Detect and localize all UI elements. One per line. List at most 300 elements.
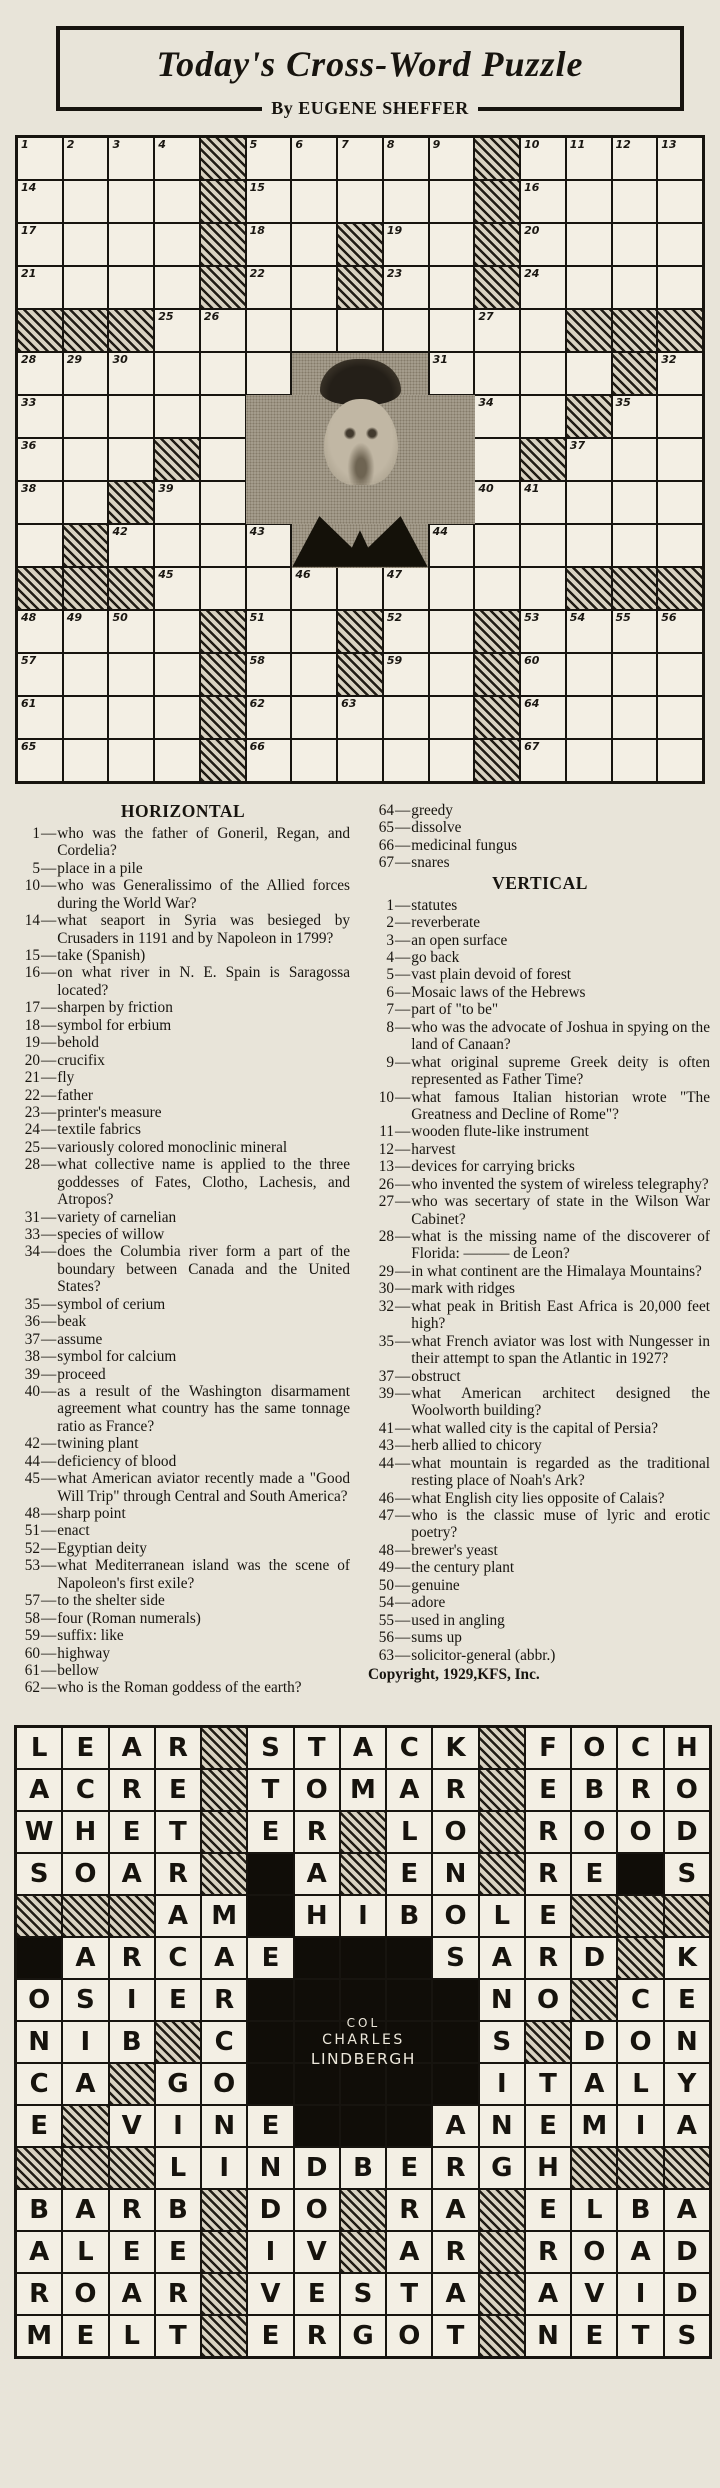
puzzle-cell[interactable]: [155, 482, 199, 523]
cell-number: 64: [524, 697, 540, 710]
puzzle-cell[interactable]: [521, 697, 565, 738]
puzzle-cell[interactable]: [658, 611, 702, 652]
black-square: [201, 740, 245, 781]
solution-cell: [63, 1728, 107, 1768]
puzzle-cell[interactable]: [384, 224, 428, 265]
clue-item: [14, 947, 352, 964]
puzzle-cell[interactable]: [658, 525, 702, 566]
clue-number: 34: [24, 1243, 40, 1261]
puzzle-cell[interactable]: [201, 310, 245, 351]
puzzle-cell[interactable]: [658, 224, 702, 265]
puzzle-cell[interactable]: [109, 181, 153, 222]
puzzle-cell[interactable]: [567, 439, 611, 480]
puzzle-cell[interactable]: [384, 654, 428, 695]
puzzle-cell[interactable]: [201, 439, 245, 480]
puzzle-cell[interactable]: [155, 267, 199, 308]
puzzle-cell[interactable]: [567, 224, 611, 265]
solution-letter: L: [169, 2152, 187, 2183]
puzzle-cell[interactable]: [292, 654, 336, 695]
clue-dash: —: [41, 1156, 57, 1174]
puzzle-cell[interactable]: [475, 353, 519, 394]
solution-cell: [17, 2274, 61, 2314]
clue-item: [14, 1348, 352, 1365]
puzzle-cell[interactable]: [18, 396, 62, 437]
black-square: [201, 654, 245, 695]
puzzle-cell[interactable]: [64, 439, 108, 480]
solution-letter: B: [168, 2194, 188, 2225]
puzzle-cell[interactable]: [658, 267, 702, 308]
puzzle-cell[interactable]: [475, 310, 519, 351]
clue-item: [14, 1331, 352, 1348]
solution-letter: O: [583, 1816, 606, 1847]
puzzle-cell[interactable]: [658, 697, 702, 738]
puzzle-cell[interactable]: [613, 267, 657, 308]
puzzle-cell[interactable]: [64, 396, 108, 437]
solution-letter: A: [75, 2068, 96, 2099]
black-square: [480, 2316, 524, 2356]
clues-section: [0, 784, 720, 1707]
solution-letter: D: [676, 1816, 698, 1847]
cell-number: 46: [295, 568, 311, 581]
puzzle-cell[interactable]: [475, 568, 519, 609]
puzzle-cell[interactable]: [201, 353, 245, 394]
puzzle-cell[interactable]: [18, 482, 62, 523]
clue-text: highway: [57, 1644, 110, 1662]
puzzle-cell[interactable]: [64, 654, 108, 695]
clue-number: 14: [24, 912, 40, 930]
puzzle-cell[interactable]: [384, 310, 428, 351]
puzzle-cell[interactable]: [155, 181, 199, 222]
puzzle-cell[interactable]: [18, 525, 62, 566]
solution-cell: [202, 2064, 246, 2104]
puzzle-cell[interactable]: [567, 267, 611, 308]
puzzle-cell[interactable]: [430, 525, 474, 566]
solution-cell: [526, 1812, 570, 1852]
solution-letter: I: [219, 2152, 230, 2183]
puzzle-cell[interactable]: [292, 181, 336, 222]
solution-letter: O: [213, 2068, 236, 2099]
puzzle-cell[interactable]: [292, 740, 336, 781]
puzzle-cell[interactable]: [475, 439, 519, 480]
puzzle-cell[interactable]: [109, 611, 153, 652]
puzzle-cell[interactable]: [521, 611, 565, 652]
solution-cell: [665, 2190, 709, 2230]
puzzle-cell[interactable]: [384, 568, 428, 609]
puzzle-cell[interactable]: [247, 353, 291, 394]
clue-text: what walled city is the capital of Persia?: [411, 1419, 659, 1437]
puzzle-cell[interactable]: [338, 740, 382, 781]
clue-item: [368, 1594, 712, 1611]
puzzle-cell[interactable]: [64, 267, 108, 308]
puzzle-cell[interactable]: [338, 138, 382, 179]
puzzle-cell[interactable]: [109, 525, 153, 566]
solution-letter: A: [75, 2194, 96, 2225]
solution-letter: O: [537, 1984, 560, 2015]
clue-text: what American aviator recently made a "Good Will Trip" through Central and South America?: [57, 1470, 350, 1505]
puzzle-cell[interactable]: [521, 740, 565, 781]
puzzle-cell[interactable]: [430, 697, 474, 738]
puzzle-cell[interactable]: [567, 482, 611, 523]
clue-dash: —: [395, 1123, 411, 1141]
solution-letter: G: [491, 2152, 513, 2183]
black-square: [480, 1728, 524, 1768]
puzzle-cell[interactable]: [521, 482, 565, 523]
puzzle-cell[interactable]: [109, 654, 153, 695]
puzzle-cell[interactable]: [155, 396, 199, 437]
solution-letter: A: [491, 1942, 512, 1973]
puzzle-cell[interactable]: [658, 353, 702, 394]
puzzle-cell[interactable]: [658, 396, 702, 437]
solution-cell: [526, 2064, 570, 2104]
puzzle-cell[interactable]: [109, 439, 153, 480]
clue-item: [14, 1087, 352, 1104]
puzzle-cell[interactable]: [109, 697, 153, 738]
clue-number: 39: [378, 1384, 394, 1402]
solution-cell: [295, 1728, 339, 1768]
clue-item: [368, 1176, 712, 1193]
photo-block-cell: [618, 1854, 662, 1894]
cell-number: 37: [569, 439, 586, 452]
puzzle-cell[interactable]: [475, 525, 519, 566]
puzzle-cell[interactable]: [64, 482, 108, 523]
black-square: [567, 568, 611, 609]
puzzle-cell[interactable]: [338, 697, 382, 738]
clue-number: 51: [24, 1522, 40, 1540]
solution-cell: [156, 1770, 200, 1810]
clue-text: what French aviator was lost with Nungesser in their attempt to span the Atlantic in 1927?: [411, 1332, 710, 1368]
puzzle-cell[interactable]: [247, 310, 291, 351]
puzzle-cell[interactable]: [64, 611, 108, 652]
puzzle-cell[interactable]: [247, 224, 291, 265]
puzzle-cell[interactable]: [658, 439, 702, 480]
puzzle-cell[interactable]: [155, 740, 199, 781]
clue-item: [368, 1455, 712, 1490]
solution-letter: G: [352, 2320, 374, 2351]
clue-dash: —: [395, 1018, 411, 1036]
black-square: [338, 654, 382, 695]
puzzle-cell[interactable]: [567, 697, 611, 738]
puzzle-cell[interactable]: [155, 138, 199, 179]
puzzle-cell[interactable]: [109, 138, 153, 179]
solution-cell: [572, 2106, 616, 2146]
puzzle-cell[interactable]: [613, 697, 657, 738]
solution-cell: [526, 1854, 570, 1894]
puzzle-cell[interactable]: [384, 740, 428, 781]
clue-number: 66: [378, 836, 394, 854]
solution-cell: [248, 2190, 292, 2230]
puzzle-cell[interactable]: [109, 224, 153, 265]
puzzle-cell[interactable]: [109, 740, 153, 781]
solution-cell: [110, 1854, 154, 1894]
clue-dash: —: [395, 1629, 411, 1647]
puzzle-cell[interactable]: [155, 310, 199, 351]
black-square: [18, 568, 62, 609]
solution-cell: [110, 2274, 154, 2314]
solution-letter: V: [260, 2278, 281, 2309]
solution-letter: A: [352, 1732, 374, 1763]
puzzle-cell[interactable]: [567, 525, 611, 566]
solution-letter: S: [677, 1858, 697, 1889]
solution-letter: E: [539, 1774, 557, 1805]
clue-number: 28: [24, 1156, 40, 1174]
cell-number: 32: [661, 353, 677, 366]
puzzle-cell[interactable]: [521, 267, 565, 308]
puzzle-cell[interactable]: [18, 611, 62, 652]
clue-dash: —: [395, 1646, 411, 1664]
puzzle-cell[interactable]: [155, 611, 199, 652]
puzzle-cell[interactable]: [567, 353, 611, 394]
puzzle-cell[interactable]: [521, 568, 565, 609]
clue-dash: —: [41, 999, 57, 1017]
puzzle-cell[interactable]: [18, 267, 62, 308]
cell-number: 63: [341, 697, 357, 710]
puzzle-cell[interactable]: [384, 697, 428, 738]
clue-item: [368, 1420, 712, 1437]
clue-number: 63: [378, 1646, 394, 1664]
puzzle-cell[interactable]: [155, 224, 199, 265]
clue-dash: —: [395, 1297, 411, 1315]
copyright-line: Copyright, 1929,KFS, Inc.: [368, 1665, 540, 1683]
solution-cell: [156, 1896, 200, 1936]
puzzle-cell[interactable]: [292, 138, 336, 179]
puzzle-cell[interactable]: [292, 267, 336, 308]
puzzle-cell[interactable]: [155, 654, 199, 695]
puzzle-cell[interactable]: [613, 439, 657, 480]
puzzle-cell[interactable]: [613, 654, 657, 695]
puzzle-cell[interactable]: [384, 267, 428, 308]
puzzle-cell[interactable]: [247, 568, 291, 609]
puzzle-cell[interactable]: [155, 353, 199, 394]
clue-item: [14, 1435, 352, 1452]
solution-letter: E: [400, 2152, 419, 2183]
puzzle-cell[interactable]: [430, 181, 474, 222]
cell-number: 60: [524, 654, 540, 667]
puzzle-cell[interactable]: [18, 697, 62, 738]
puzzle-cell[interactable]: [521, 224, 565, 265]
puzzle-cell[interactable]: [247, 697, 291, 738]
puzzle-cell[interactable]: [521, 396, 565, 437]
puzzle-cell[interactable]: [521, 310, 565, 351]
puzzle-cell[interactable]: [613, 611, 657, 652]
cell-number: 6: [295, 138, 304, 151]
puzzle-cell[interactable]: [18, 740, 62, 781]
solution-cell: [156, 1938, 200, 1978]
solution-letter: A: [75, 1942, 96, 1973]
puzzle-cell[interactable]: [613, 396, 657, 437]
clue-text: part of "to be": [411, 1001, 499, 1019]
puzzle-cell[interactable]: [338, 568, 382, 609]
puzzle-cell[interactable]: [292, 568, 336, 609]
puzzle-cell[interactable]: [201, 525, 245, 566]
puzzle-cell[interactable]: [658, 482, 702, 523]
clue-number: 37: [24, 1330, 40, 1348]
clue-item: [368, 1368, 712, 1385]
puzzle-cell[interactable]: [475, 482, 519, 523]
clue-number: 58: [24, 1609, 40, 1627]
puzzle-cell[interactable]: [430, 138, 474, 179]
puzzle-cell[interactable]: [567, 181, 611, 222]
puzzle-cell[interactable]: [247, 740, 291, 781]
puzzle-cell[interactable]: [658, 740, 702, 781]
puzzle-cell[interactable]: [384, 611, 428, 652]
clue-text: proceed: [57, 1365, 106, 1383]
puzzle-cell[interactable]: [292, 611, 336, 652]
clue-text: who invented the system of wireless telegraphy?: [411, 1175, 709, 1193]
solution-cell: [433, 2232, 477, 2272]
clue-dash: —: [41, 1505, 57, 1522]
puzzle-cell[interactable]: [155, 568, 199, 609]
puzzle-cell[interactable]: [613, 181, 657, 222]
puzzle-cell[interactable]: [247, 267, 291, 308]
puzzle-cell[interactable]: [430, 267, 474, 308]
horizontal-header: HORIZONTAL: [120, 801, 246, 821]
black-square: [202, 1728, 246, 1768]
puzzle-cell[interactable]: [201, 482, 245, 523]
puzzle-cell[interactable]: [109, 396, 153, 437]
solution-letter: Y: [677, 2068, 697, 2099]
clue-item: [14, 1296, 352, 1313]
cell-number: 19: [386, 224, 403, 237]
solution-letter: O: [305, 1774, 328, 1805]
puzzle-cell[interactable]: [109, 353, 153, 394]
clue-text: symbol of cerium: [57, 1295, 166, 1313]
puzzle-cell[interactable]: [613, 138, 657, 179]
solution-cell: [248, 2232, 292, 2272]
puzzle-cell[interactable]: [613, 525, 657, 566]
puzzle-cell[interactable]: [430, 740, 474, 781]
puzzle-cell[interactable]: [247, 525, 291, 566]
clue-dash: —: [395, 1559, 411, 1577]
puzzle-cell[interactable]: [18, 138, 62, 179]
clue-item: [14, 1034, 352, 1051]
puzzle-cell[interactable]: [475, 396, 519, 437]
puzzle-cell[interactable]: [64, 224, 108, 265]
puzzle-cell[interactable]: [613, 224, 657, 265]
black-square: [475, 267, 519, 308]
puzzle-cell[interactable]: [658, 654, 702, 695]
clue-item: [14, 1557, 352, 1592]
solution-letter: T: [539, 2068, 557, 2099]
clue-dash: —: [41, 1243, 57, 1261]
clue-item: [14, 877, 352, 912]
solution-letter: D: [676, 2278, 698, 2309]
solution-cell: [248, 1812, 292, 1852]
puzzle-cell[interactable]: [64, 181, 108, 222]
clue-number: 13: [378, 1158, 394, 1176]
puzzle-cell[interactable]: [384, 138, 428, 179]
puzzle-cell[interactable]: [430, 353, 474, 394]
puzzle-cell[interactable]: [430, 310, 474, 351]
puzzle-cell[interactable]: [64, 740, 108, 781]
clue-item: [14, 1505, 352, 1522]
cell-number: 34: [478, 396, 494, 409]
puzzle-cell[interactable]: [247, 181, 291, 222]
clue-dash: —: [395, 1437, 411, 1455]
solution-cell: [17, 2022, 61, 2062]
puzzle-cell[interactable]: [521, 181, 565, 222]
puzzle-cell[interactable]: [64, 697, 108, 738]
puzzle-cell[interactable]: [430, 224, 474, 265]
puzzle-cell[interactable]: [521, 525, 565, 566]
solution-letter: R: [445, 1774, 466, 1805]
crossword-puzzle-grid: [15, 135, 705, 784]
solution-cell: [202, 1938, 246, 1978]
solution-cell: [618, 1980, 662, 2020]
clue-text: mark with ridges: [411, 1280, 515, 1298]
solution-cell: [156, 1728, 200, 1768]
puzzle-cell[interactable]: [109, 267, 153, 308]
puzzle-cell[interactable]: [201, 396, 245, 437]
puzzle-cell[interactable]: [567, 138, 611, 179]
black-square: [567, 396, 611, 437]
cell-number: 22: [249, 267, 265, 280]
puzzle-cell[interactable]: [292, 310, 336, 351]
puzzle-cell[interactable]: [247, 138, 291, 179]
clue-dash: —: [41, 1470, 57, 1488]
puzzle-cell[interactable]: [18, 181, 62, 222]
puzzle-cell[interactable]: [430, 568, 474, 609]
puzzle-cell[interactable]: [64, 353, 108, 394]
solution-letter: I: [265, 2236, 276, 2267]
clue-text: adore: [411, 1594, 446, 1612]
puzzle-cell[interactable]: [18, 224, 62, 265]
solution-cell: [618, 1728, 662, 1768]
puzzle-cell[interactable]: [430, 654, 474, 695]
solution-letter: S: [76, 1984, 95, 2015]
puzzle-cell[interactable]: [155, 697, 199, 738]
solution-cell: [618, 2022, 662, 2062]
solution-cell: [202, 1896, 246, 1936]
puzzle-cell[interactable]: [430, 611, 474, 652]
puzzle-cell[interactable]: [521, 353, 565, 394]
puzzle-cell[interactable]: [658, 181, 702, 222]
cell-number: 42: [112, 525, 128, 538]
solution-cell: [387, 2232, 431, 2272]
cell-number: 15: [249, 181, 265, 194]
puzzle-cell[interactable]: [292, 697, 336, 738]
puzzle-cell[interactable]: [567, 654, 611, 695]
solution-letter: A: [399, 2236, 420, 2267]
solution-letter: E: [76, 1732, 95, 1763]
puzzle-cell[interactable]: [521, 654, 565, 695]
puzzle-cell[interactable]: [64, 138, 108, 179]
black-square: [475, 740, 519, 781]
puzzle-cell[interactable]: [613, 482, 657, 523]
puzzle-cell[interactable]: [201, 568, 245, 609]
puzzle-cell[interactable]: [18, 353, 62, 394]
puzzle-cell[interactable]: [613, 740, 657, 781]
clue-item: [368, 897, 712, 914]
clue-number: 47: [378, 1507, 394, 1524]
puzzle-cell[interactable]: [567, 611, 611, 652]
puzzle-cell[interactable]: [247, 654, 291, 695]
puzzle-cell[interactable]: [567, 740, 611, 781]
puzzle-cell[interactable]: [658, 138, 702, 179]
clue-number: 17: [24, 999, 40, 1017]
puzzle-cell[interactable]: [292, 224, 336, 265]
puzzle-cell[interactable]: [247, 611, 291, 652]
puzzle-cell[interactable]: [18, 439, 62, 480]
puzzle-cell[interactable]: [338, 310, 382, 351]
puzzle-cell[interactable]: [18, 654, 62, 695]
puzzle-cell[interactable]: [338, 181, 382, 222]
puzzle-cell[interactable]: [521, 138, 565, 179]
puzzle-cell[interactable]: [384, 181, 428, 222]
cell-number: 47: [386, 568, 403, 581]
puzzle-cell[interactable]: [155, 525, 199, 566]
clue-text: harvest: [411, 1140, 456, 1158]
clue-number: 64: [378, 802, 394, 819]
